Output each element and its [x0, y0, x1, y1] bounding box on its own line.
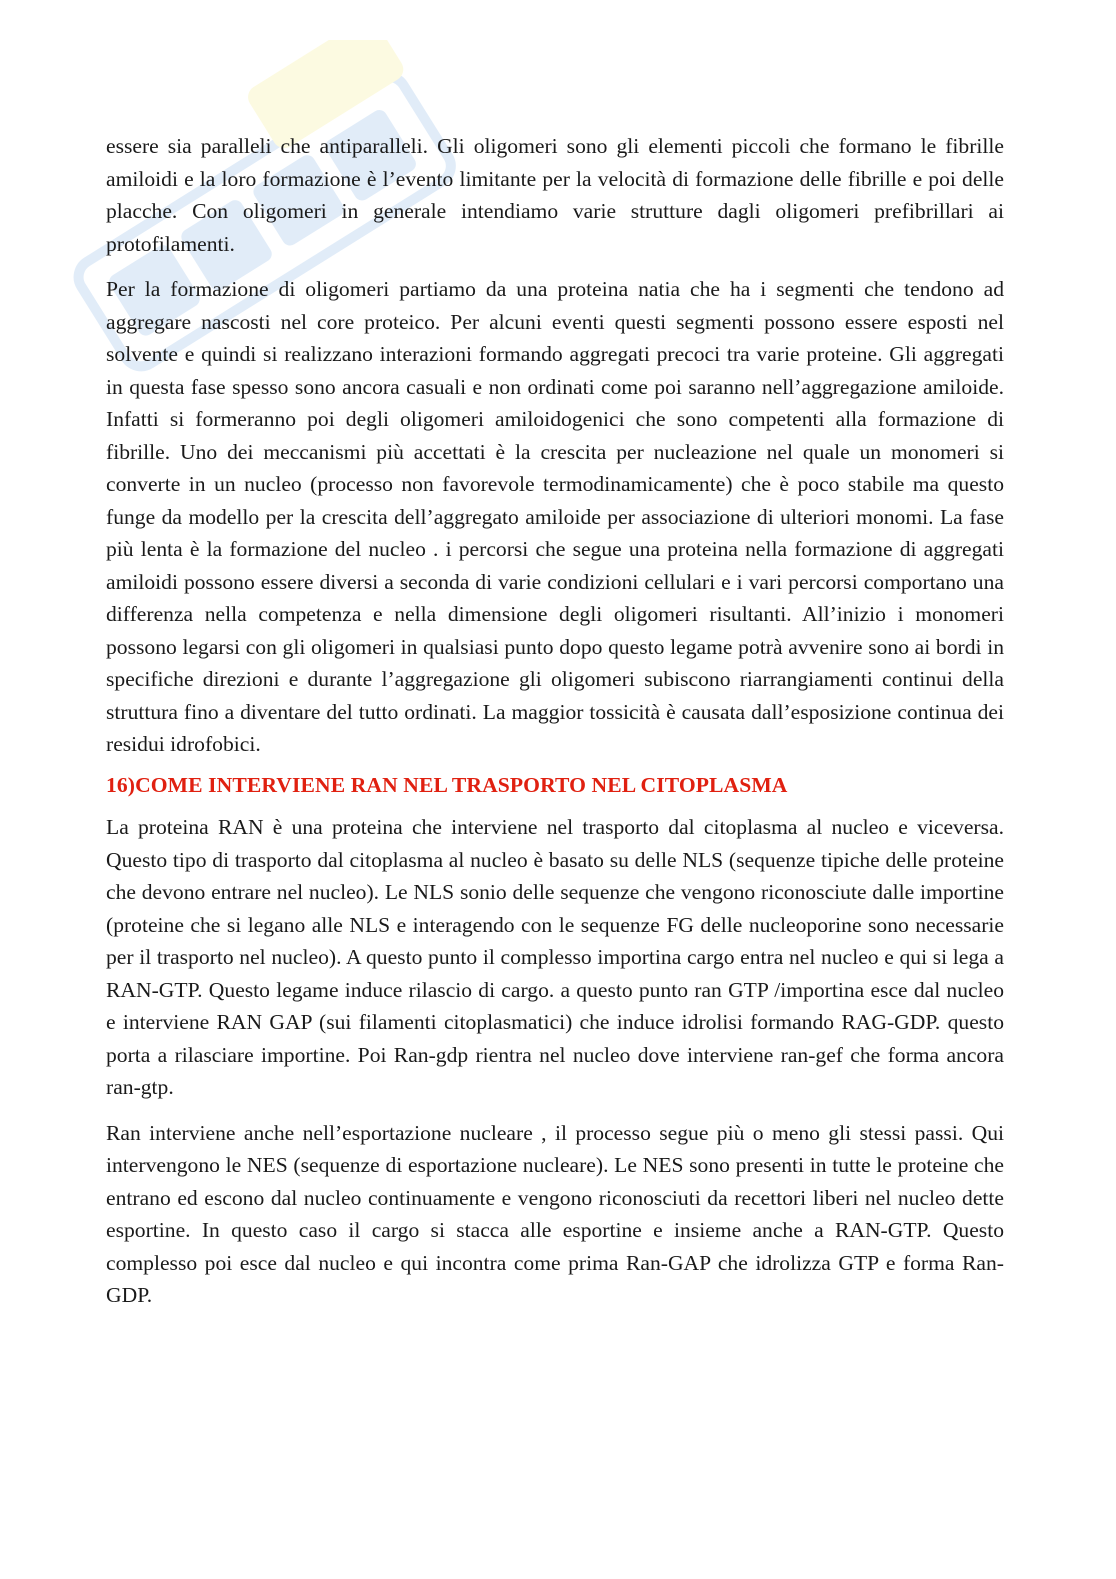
- paragraph-oligomers-intro: essere sia paralleli che antiparalleli. Gli oligomeri sono gli elementi piccoli che formano le fibrille amiloidi e la loro formazione è l’evento limitante per la velocità di formazione delle fibrille e poi delle placche. Con oligomeri in generale intendiamo varie strutture dagli oligomeri prefibrillari ai protofilamenti.: [106, 134, 1004, 256]
- paragraph-ran-import: La proteina RAN è una proteina che interviene nel trasporto dal citoplasma al nucleo e viceversa. Questo tipo di trasporto dal citoplasma al nucleo è basato su delle NLS (sequenze tipiche delle proteine che devono entrare nel nucleo). Le NLS sonio delle sequenze che vengono riconosciute dalle importine (proteine che si legano alle NLS e interagendo con le sequenze FG delle nucleoporine sono necessarie per il trasporto nel nucleo). A questo punto il complesso importina cargo entra nel nucleo e qui si lega a RAN-GTP. Questo legame induce rilascio di cargo. a questo punto ran GTP /importina esce dal nucleo e interviene RAN GAP (sui filamenti citoplasmatici) che induce idrolisi formando RAG-GDP. questo porta a rilasciare importine. Poi Ran-gdp rientra nel nucleo dove interviene ran-gef che forma ancora ran-gtp.: [106, 815, 1004, 1099]
- section-heading: 16)COME INTERVIENE RAN NEL TRASPORTO NEL CITOPLASMA: [106, 772, 788, 797]
- paragraph-oligomer-formation: Per la formazione di oligomeri partiamo da una proteina natia che ha i segmenti che tendono ad aggregare nascosti nel core proteico. Per alcuni eventi questi segmenti possono essere esposti nel solvente e quindi si realizzano interazioni formando aggregati precoci tra varie proteine. Gli aggregati in questa fase spesso sono ancora casuali e non ordinati come poi saranno nell’aggregazione amiloide. Infatti si formeranno poi degli oligomeri amiloidogenici che sono competenti alla formazione di fibrille. Uno dei meccanismi più accettati è la crescita per nucleazione nel quale un monomeri si converte in un nucleo (processo non favorevole termodinamicamente) che è poco stabile ma questo funge da modello per la crescita dell’aggregato amiloide per associazione di ulteriori monomi. La fase più lenta è la formazione del nucleo . i percorsi che segue una proteina nella formazione di aggregati amiloidi possono essere diversi a seconda di varie condizioni cellulari e i vari percorsi comportano una differenza nella competenza e nella dimensione degli oligomeri risultanti. All’inizio i monomeri possono legarsi con gli oligomeri in qualsiasi punto dopo questo legame potrà avvenire sono ai bordi in specifiche direzioni e durante l’aggregazione gli oligomeri subiscono riarrangiamenti continui della struttura fino a diventare del tutto ordinati. La maggior tossicità è causata dall’esposizione continua dei residui idrofobici.: [106, 277, 1004, 756]
- document-page: [106, 130, 1004, 1312]
- paragraph-ran-export: Ran interviene anche nell’esportazione nucleare , il processo segue più o meno gli stessi passi. Qui intervengono le NES (sequenze di esportazione nucleare). Le NES sono presenti in tutte le proteine che entrano ed escono dal nucleo continuamente e vengono riconosciuti da recettori liberi nel nucleo dette esportine. In questo caso il cargo si stacca alle esportine e insieme anche a RAN-GTP. Questo complesso poi esce dal nucleo e qui incontra come prima Ran-GAP che idrolizza GTP e forma Ran-GDP.: [106, 1120, 1004, 1307]
